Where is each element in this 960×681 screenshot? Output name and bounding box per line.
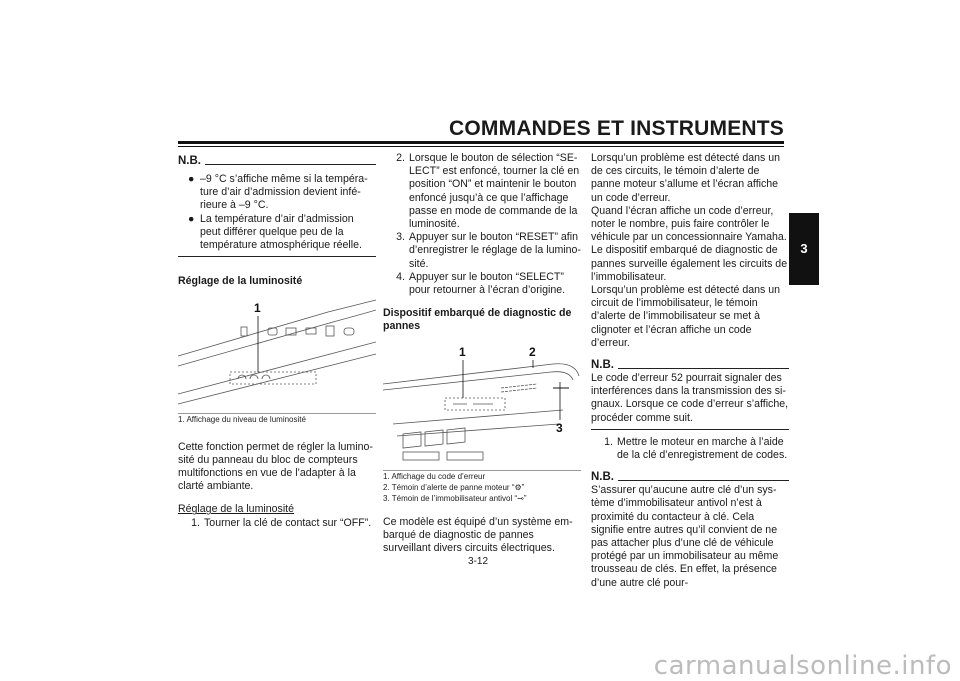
column-1 <box>178 152 376 530</box>
bullet-icon: ● <box>188 212 195 225</box>
nb-text: S’assurer qu’aucune autre clé d’un système d’immobilisateur antivol n’est à proximité du contacteur à clé. Cela signifie entre autres qu’il convient de ne pas attacher plus d’une clé de véhicule protégé par un immobilisateur au même trousseau de clés. En effet, la présence d’une autre clé pour- <box>591 484 779 589</box>
bullet-item: ● –9 °C s’affiche même si la température d’air d’admission devient inférieure à –9 °C. <box>188 173 368 212</box>
figure-caption: 1. Affichage du code d’erreur <box>383 471 486 481</box>
bullet-icon: ● <box>188 173 195 185</box>
step-item: 1. Tourner la clé de contact sur “OFF”. <box>191 516 372 529</box>
header-rule <box>178 141 784 144</box>
figure-caption: 2. Témoin d’alerte de panne moteur “⚙” <box>383 482 525 492</box>
step-item: 4. Appuyer sur le bouton “SELECT” pour retourner à l’écran d’origine. <box>396 270 566 297</box>
nb-text: Le code d’erreur 52 pourrait signaler des interférences dans la transmission des signaux. Lorsque ce code d’erreur s’affiche, procéder comme suit. <box>591 372 789 424</box>
page-number: 3-12 <box>468 556 489 567</box>
nb-header: N.B. <box>591 470 789 484</box>
column-3 <box>591 152 789 590</box>
step-item: 1. Mettre le moteur en marche à l’aide de la clé d’enregistrement de codes. <box>604 435 788 462</box>
figure-callout: 2 <box>529 344 536 359</box>
step-item: 3. Appuyer sur le bouton “RESET” afin d’enregistrer le réglage de la luminosité. <box>396 231 581 270</box>
page-header-title: COMMANDES ET INSTRUMENTS <box>449 117 784 140</box>
bullet-item: ● La température d’air d’admission peut différer quelque peu de la température atmosphérique réelle. <box>188 212 362 252</box>
section-heading: Réglage de la luminosité <box>178 275 303 288</box>
paragraph: Cette fonction permet de régler la luminosité du panneau du bloc de compteurs multifonctions en vue de l’adapter à la clarté ambiante. <box>178 440 373 493</box>
figure-callout: 1 <box>459 344 466 359</box>
subheading-underlined: Réglage de la luminosité <box>178 503 295 516</box>
brightness-display-figure <box>178 294 376 406</box>
figure-caption: 1. Affichage du niveau de luminosité <box>178 414 306 424</box>
figure-callout: 1 <box>254 301 261 316</box>
chapter-tab: 3 <box>789 213 819 285</box>
nb-label: N.B. <box>178 155 201 167</box>
paragraph: Quand l’écran affiche un code d’erreur, noter le nombre, puis faire contrôler le véhicule par un concessionnaire Yamaha. <box>591 204 787 244</box>
step-item: 2. Lorsque le bouton de sélection “SELECT” est enfoncé, tourner la clé en position “ON” et maintenir le bouton enfoncé jusqu’à ce que l’affichage passe en mode de commande de la luminosité. <box>396 152 580 231</box>
column-2 <box>383 152 581 561</box>
header-rule-thin <box>178 146 784 147</box>
section-heading: Dispositif embarqué de diagnostic de pannes <box>383 307 572 333</box>
nb-header: N.B. <box>591 358 789 372</box>
nb-header <box>178 154 376 168</box>
figure-callout: 3 <box>556 420 563 435</box>
figure-caption: 3. Témoin de l’immobilisateur antivol “⊸” <box>383 493 527 503</box>
nb-end-rule <box>178 256 376 257</box>
watermark: carmanualsonline.info <box>653 650 952 681</box>
paragraph: Lorsqu’un problème est détecté dans un de ces circuits, le témoin d’alerte de panne moteur s’allume et l’écran affiche un code d’erreur. <box>591 152 781 204</box>
paragraph: Ce modèle est équipé d’un système embarqué de diagnostic de pannes surveillant divers circuits électriques. <box>383 515 573 555</box>
engine-warning-icon: ⚙ <box>514 482 522 492</box>
paragraph: Le dispositif embarqué de diagnostic de pannes surveille également les circuits de l’immobilisateur. <box>591 244 788 283</box>
key-icon: ⊸ <box>517 493 524 503</box>
diagnostic-display-figure <box>383 340 581 464</box>
paragraph: Lorsqu’un problème est détecté dans un circuit de l’immobilisateur, le témoin d’alerte de l’immobilisateur se met à clignoter et l’écran affiche un code d’erreur. <box>591 284 781 349</box>
